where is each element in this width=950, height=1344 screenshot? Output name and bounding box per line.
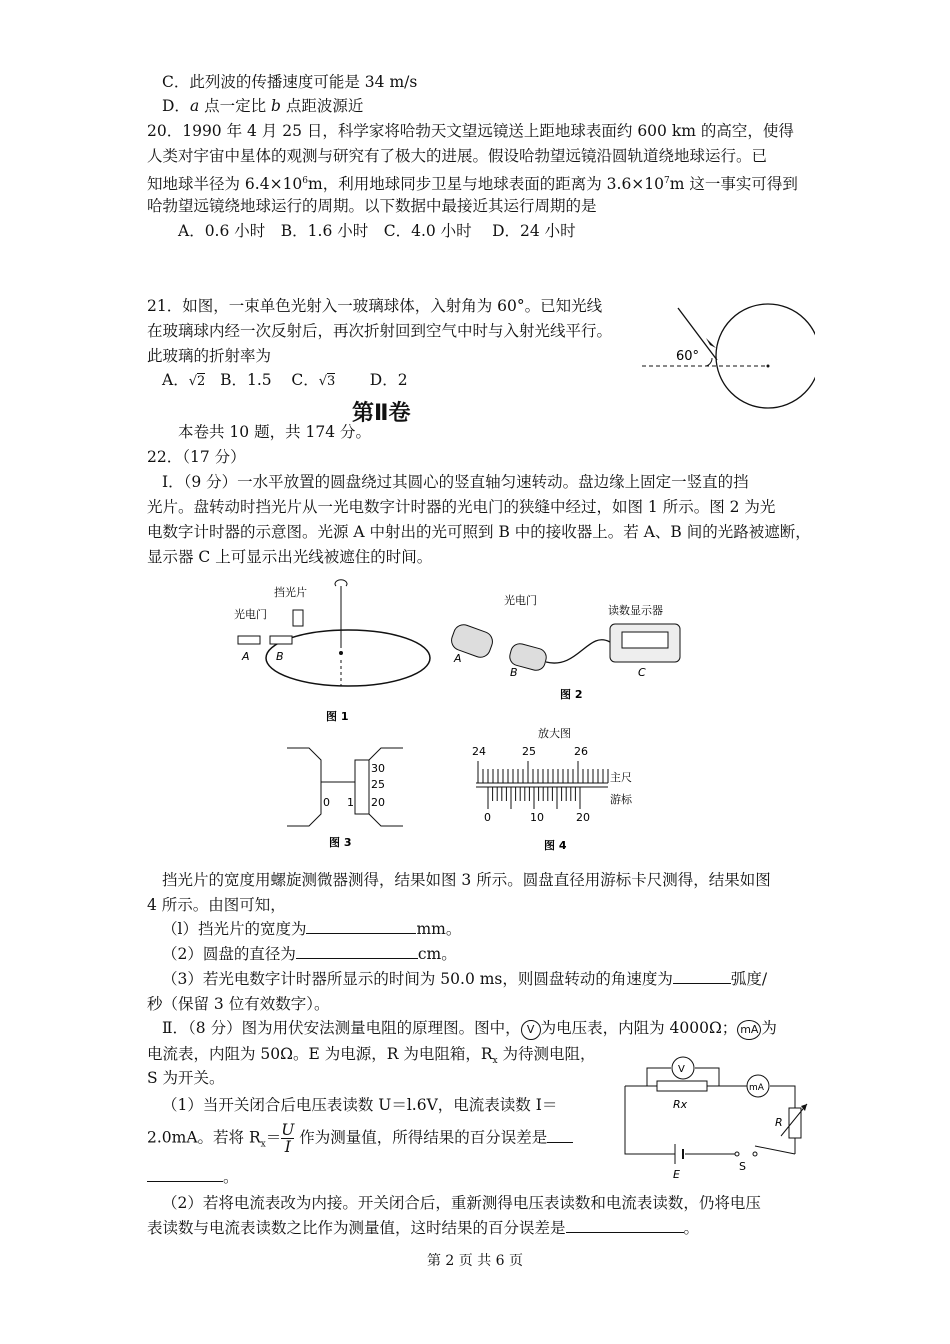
svg-text:0: 0 xyxy=(484,811,491,824)
q21-options: A．√2 B．1.5 C．√3 D．2 xyxy=(162,371,408,389)
svg-text:C: C xyxy=(638,666,646,679)
svg-text:光电门: 光电门 xyxy=(504,594,537,607)
q22-II-line3: S 为开关。 xyxy=(147,1069,225,1087)
q22-head: 22．（17 分） xyxy=(147,448,246,466)
answer-blank-4[interactable] xyxy=(147,1167,223,1182)
q22-I-line2: 光片。盘转动时挡光片从一光电数字计时器的光电门的狭缝中经过，如图 1 所示。图 2 为光 xyxy=(147,498,776,516)
part2-title: 第Ⅱ卷 xyxy=(352,401,411,426)
svg-text:Rx: Rx xyxy=(673,1098,688,1111)
svg-text:R: R xyxy=(775,1116,783,1129)
q22-p2-line2: 表读数与电流表读数之比作为测量值，这时结果的百分误差是 。 xyxy=(147,1219,700,1237)
voltmeter-symbol: V xyxy=(521,1020,541,1040)
svg-text:0: 0 xyxy=(323,796,330,809)
glass-sphere-figure xyxy=(640,298,815,413)
svg-text:主尺: 主尺 xyxy=(610,771,632,784)
svg-text:B: B xyxy=(510,666,518,679)
svg-text:挡光片: 挡光片 xyxy=(274,586,307,599)
answer-blank-5[interactable] xyxy=(566,1218,684,1233)
svg-text:A: A xyxy=(454,652,462,665)
svg-text:E: E xyxy=(673,1168,680,1181)
svg-text:1: 1 xyxy=(347,796,354,809)
figure-2-timer xyxy=(448,590,713,710)
svg-text:图 4: 图 4 xyxy=(544,839,567,852)
svg-text:24: 24 xyxy=(472,745,486,758)
q22-I-line4: 显示器 C 上可显示出光线被遮住的时间。 xyxy=(147,548,433,566)
svg-text:mA: mA xyxy=(749,1083,764,1093)
part2-intro: 本卷共 10 题，共 174 分。 xyxy=(178,423,372,441)
q22-II-line2: 电流表，内阻为 50Ω。E 为电源，R 为电阻箱，$R_x$ 为待测电阻， xyxy=(147,1045,596,1067)
q20-line1: 20．1990 年 4 月 25 日，科学家将哈勃天文望远镜送上距地球表面约 600 km 的高空，使得 xyxy=(147,122,794,140)
q22-sub1: （l）挡光片的宽度为 mm。 xyxy=(162,920,462,938)
svg-text:A: A xyxy=(242,650,250,663)
q22-p1-line2: 2.0mA。若将 $R_x=$ $\frac{U}{I}$ 作为测量值，所得结果的百分误差是 xyxy=(147,1122,573,1156)
svg-text:光电门: 光电门 xyxy=(234,608,267,621)
q22-p1-line1: （1）当开关闭合后电压表读数 U＝l.6V，电流表读数 I＝ xyxy=(162,1096,558,1114)
q20-line2: 人类对宇宙中星体的观测与研究有了极大的进展。假设哈勃望远镜沿圆轨道绕地球运行。已 xyxy=(147,147,768,165)
q21-line2: 在玻璃球内经一次反射后，再次折射回到空气中时与入射光线平行。 xyxy=(147,322,613,340)
svg-text:图 1: 图 1 xyxy=(326,710,349,723)
svg-text:图 2: 图 2 xyxy=(560,688,583,701)
figure-3-micrometer xyxy=(285,742,410,852)
answer-blank-3[interactable] xyxy=(673,969,731,984)
q21-line1: 21．如图，一束单色光射入一玻璃球体，入射角为 60°。已知光线 xyxy=(147,297,603,315)
q20-line4: 哈勃望远镜绕地球运行的周期。以下数据中最接近其运行周期的是 xyxy=(147,197,597,215)
svg-text:V: V xyxy=(678,1064,685,1075)
page-footer: 第 2 页 共 6 页 xyxy=(426,1253,524,1269)
svg-text:S: S xyxy=(739,1160,746,1173)
q22-p2-line1: （2）若将电流表改为内接。开关闭合后，重新测得电压表读数和电流表读数，仍将电压 xyxy=(162,1194,761,1212)
svg-text:20: 20 xyxy=(371,796,385,809)
angle-60-label: 60° xyxy=(676,349,700,364)
svg-text:25: 25 xyxy=(371,778,385,791)
q22-I-line1: Ⅰ．（9 分）一水平放置的圆盘绕过其圆心的竖直轴匀速转动。盘边缘上固定一竖直的挡 xyxy=(162,473,749,491)
svg-text:25: 25 xyxy=(522,745,536,758)
svg-text:图 3: 图 3 xyxy=(329,836,352,849)
answer-blank-1[interactable] xyxy=(306,919,416,934)
q22-p1-line3: 。 xyxy=(147,1166,239,1188)
q22-I-line3: 电数字计时器的示意图。光源 A 中射出的光可照到 B 中的接收器上。若 A、B 间的光路被遮断， xyxy=(147,523,811,541)
svg-text:20: 20 xyxy=(576,811,590,824)
q19-option-d: D．a 点一定比 b 点距波源近 xyxy=(162,97,364,115)
svg-text:26: 26 xyxy=(574,745,588,758)
q22-sub2: （2）圆盘的直径为 cm。 xyxy=(162,945,457,963)
svg-text:B: B xyxy=(276,650,284,663)
q22-measure-line1: 挡光片的宽度用螺旋测微器测得，结果如图 3 所示。圆盘直径用游标卡尺测得，结果如图 xyxy=(162,871,771,889)
q22-sub3: （3）若光电数字计时器所显示的时间为 50.0 ms，则圆盘转动的角速度为 弧度/ xyxy=(162,970,768,988)
circuit-diagram xyxy=(615,1056,815,1181)
q20-options: A．0.6 小时 B．1.6 小时 C．4.0 小时 D．24 小时 xyxy=(178,222,576,240)
figure-4-vernier xyxy=(468,725,668,855)
q22-sub3-line2: 秒（保留 3 位有效数字）。 xyxy=(147,995,330,1013)
answer-blank-2[interactable] xyxy=(296,944,418,959)
svg-text:游标: 游标 xyxy=(610,793,632,806)
q21-line3: 此玻璃的折射率为 xyxy=(147,347,272,365)
ammeter-symbol: mA xyxy=(737,1020,761,1040)
svg-text:30: 30 xyxy=(371,762,385,775)
q22-measure-line2: 4 所示。由图可知， xyxy=(147,896,286,914)
svg-text:10: 10 xyxy=(530,811,544,824)
svg-text:读数显示器: 读数显示器 xyxy=(608,604,663,617)
figure-1-disk xyxy=(228,578,433,728)
q20-line3: 知地球半径为 $6.4\times 10^6m$，利用地球同步卫星与地球表面的距离为 $3.6\times 10^7m$ 这一事实可得到 xyxy=(147,175,798,194)
q19-option-c: C．此列波的传播速度可能是 34 m/s xyxy=(162,73,418,91)
q22-II-line1: Ⅱ．（8 分）图为用伏安法测量电阻的原理图。图中， V 为电压表，内阻为 4000Ω； mA 为 xyxy=(162,1017,777,1040)
svg-text:放大图: 放大图 xyxy=(538,727,571,740)
